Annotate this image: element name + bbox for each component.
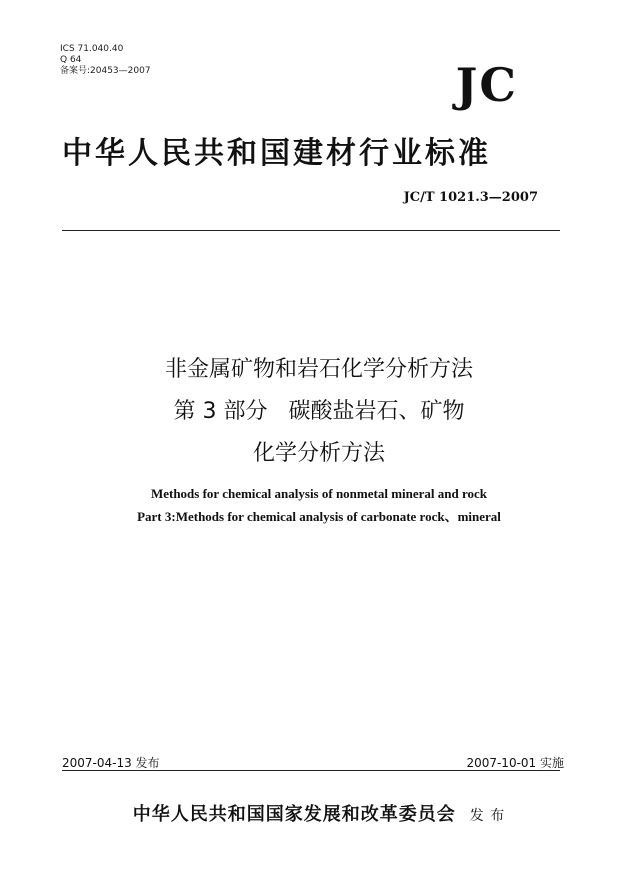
record-number: 备案号:20453—2007	[60, 66, 151, 76]
standard-title: 中华人民共和国建材行业标准	[62, 136, 491, 171]
title-cn-line2: 第 3 部分 碳酸盐岩石、矿物	[173, 399, 465, 424]
ics-code: ICS 71.040.40	[60, 44, 124, 54]
jc-logo: JC	[455, 58, 518, 112]
q-code: Q 64	[60, 55, 82, 65]
organization-name: 中华人民共和国国家发展和改革委员会	[132, 804, 456, 825]
issuing-organization	[0, 800, 638, 826]
header-divider	[62, 230, 560, 231]
title-cn-line1: 非金属矿物和岩石化学分析方法	[164, 357, 473, 382]
title-cn-line3: 化学分析方法	[252, 441, 385, 466]
organization-action: 发 布	[469, 808, 506, 824]
footer-divider	[62, 770, 560, 771]
standard-number: JC/T 1021.3—2007	[403, 190, 538, 205]
implement-date: 2007-10-01 实施	[466, 756, 564, 770]
issue-date: 2007-04-13 发布	[62, 756, 160, 770]
title-en-line1: Methods for chemical analysis of nonmetal mineral and rock	[150, 486, 488, 501]
title-en-line2: Part 3:Methods for chemical analysis of carbonate rock、mineral	[137, 509, 501, 524]
